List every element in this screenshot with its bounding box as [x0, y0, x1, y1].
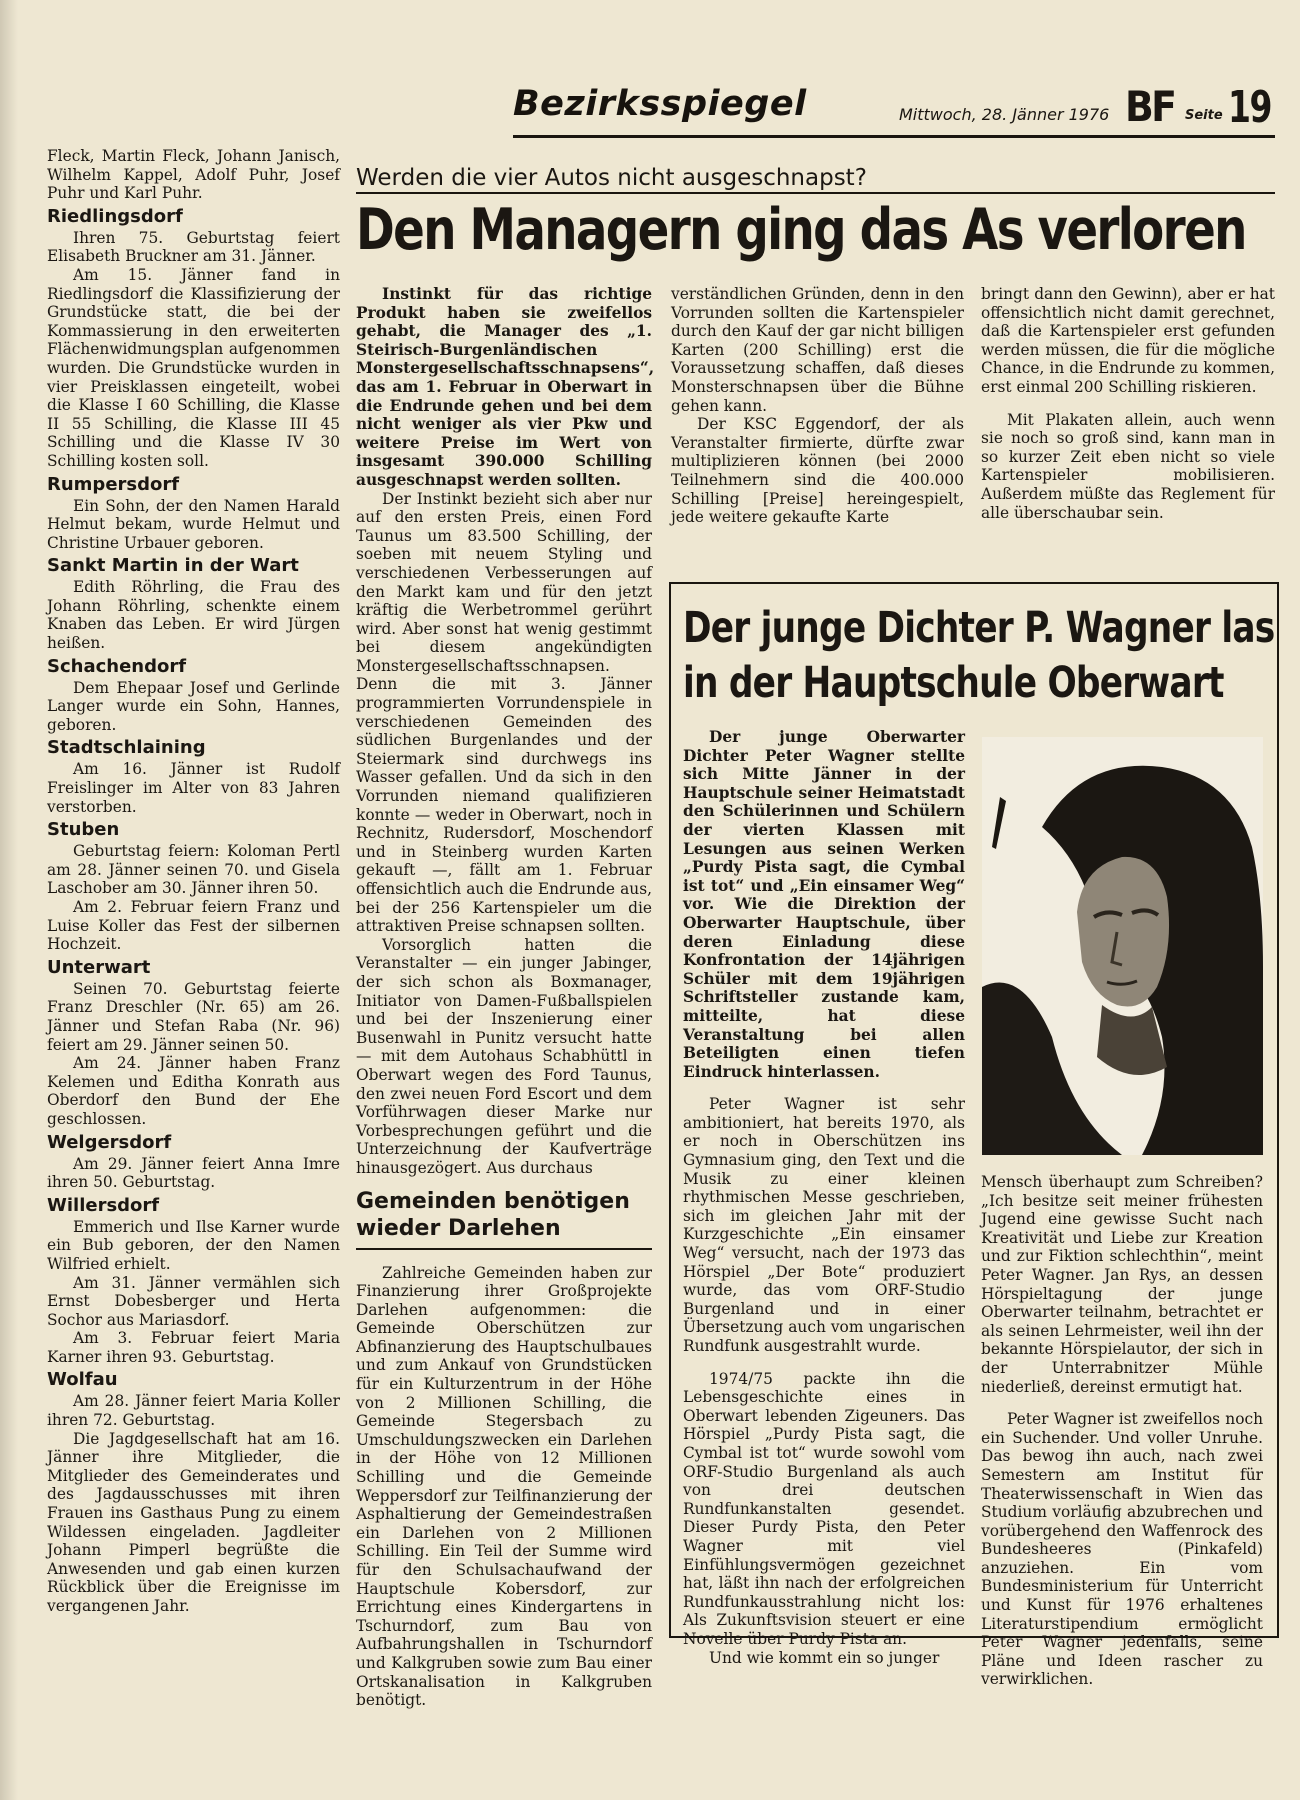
heading-welgersdorf: Welgersdorf [47, 1131, 172, 1153]
paragraph: Am 16. Jänner ist Rudolf Freislinger im Alter von 83 Jahren verstorben. [47, 760, 340, 816]
section-title: Bezirksspiegel [513, 84, 807, 124]
paragraph: Der Instinkt bezieht sich aber nur auf den ersten Preis, einen Ford Taunus um 83.500 Schilling, der soeben mit neuem Styling und verschiedenen Verbesserungen auf den Markt kam und für den jetzt kräftig die Werbetrommel gerührt wird. Aber sonst hat wenig gestimmt bei diesem angekündigten Monstergesellschaftsschnapsen. Denn die mit 3. Jänner programmierten Vorrundenspiele in verschiedenen Gemeinden des südlichen Burgenlandes und der Steiermark sind durchwegs ins Wasser gefallen. Und da sich in den Vorrunden niemand qualifizieren konnte — weder in Oberwart, noch in Rechnitz, Rudersdorf, Moschendorf und in Steinberg wurden Karten gekauft —, fällt am 1. Februar offensichtlich auch die Endrunde aus, bei der 256 Kartenspieler um die attraktiven Preise schnapsen sollten. [356, 489, 652, 936]
poet-headline-line-2: in der Hauptschule Oberwart [683, 658, 1224, 708]
main-article-headline: Den Managern ging das As verloren [356, 197, 1246, 263]
main-article-column-1 [356, 285, 655, 1710]
paragraph: Die Jagdgesellschaft hat am 16. Jänner ihre Mitglieder, die Mitglieder des Gemeinderates und des Jagdausschusses mit ihren Frauen ins Gasthaus Pung zu einem Wildessen eingeladen. Jagdleiter Johann Pimperl begrüßte die Anwesenden und gab einen kurzen Rückblick über die Ereignisse im vergangenen Jahr. [47, 1429, 340, 1615]
poet-article-column-2 [981, 1173, 1263, 1689]
local-news-column [47, 147, 340, 1616]
heading-willersdorf: Willersdorf [47, 1194, 160, 1216]
paragraph: Am 15. Jänner fand in Riedlingsdorf die Klassifizierung der Grundstücke statt, die bei der Kommassierung in den erweiterten Flächenwidmungsplan aufgenommen wurden. Die Grundstücke wurden in vier Preisklassen eingeteilt, wobei die Klasse I 60 Schilling, die Klasse II 55 Schilling, die Klasse III 45 Schilling und die Klasse IV 30 Schilling kosten soll. [47, 265, 340, 470]
page-label: Seite [1185, 108, 1223, 123]
newspaper-logo: BF [1125, 82, 1175, 131]
paragraph: Am 28. Jänner feiert Maria Koller ihren 72. Geburtstag. [47, 1392, 340, 1430]
paragraph: Emmerich und Ilse Karner wurde ein Bub geboren, der den Namen Wilfried erhielt. [47, 1217, 340, 1273]
poet-portrait-photo [982, 737, 1263, 1155]
heading-sankt-martin: Sankt Martin in der Wart [47, 555, 299, 577]
heading-stuben: Stuben [47, 819, 120, 841]
loan-article-paragraph: Zahlreiche Gemeinden haben zur Finanzierung ihrer Großprojekte Darlehen aufgenommen: die Gemeinde Oberschützen zur Abfinanzierung des Hauptschulbaues und zum Ankauf von Grundstücken für ein Kulturzentrum in der Höhe von 2 Millionen Schilling, die Gemeinde Stegersbach zu Umschuldungszwecken ein Darlehen in der Höhe von 12 Millionen Schilling und die Gemeinde Weppersdorf zur Teilfinanzierung der Asphaltierung der Gemeindestraßen ein Darlehen von 2 Millionen Schilling. Ein Teil der Summe wird für den Schulsachaufwand der Hauptschule Kobersdorf, zur Errichtung eines Kindergartens in Tschurndorf, zum Bau von Aufbahrungshallen in Tschurndorf und Kalkgruben sowie zum Bau einer Ortskanalisation in Kalkgruben benötigt. [356, 1263, 652, 1710]
paragraph: Vorsorglich hatten die Veranstalter — ein junger Jabinger, der sich schon als Boxmanager, Initiator von Damen-Fußballspielen und bei der Inszenierung einer Busenwahl in Punitz versucht hatte — mit dem Autohaus Schabhüttl in Oberwart wegen des Ford Taunus, den zwei neuen Ford Escort und dem Vorführwagen dieser Marke nur Vorbesprechungen geführt und die Unterzeichnung der Kaufverträge hinausgezögert. Aus durchaus [356, 935, 652, 1177]
local-news-intro: Fleck, Martin Fleck, Johann Janisch, Wilhelm Kappel, Adolf Puhr, Josef Puhr und Karl Puhr. [47, 147, 340, 203]
paragraph: Seinen 70. Geburtstag feierte Franz Dreschler (Nr. 65) am 26. Jänner und Stefan Raba (Nr. 96) feiert am 29. Jänner seinen 50. [47, 979, 340, 1054]
poet-article-headline [683, 601, 1274, 711]
heading-unterwart: Unterwart [47, 956, 151, 978]
paragraph: Der KSC Eggendorf, der als Veranstalter firmierte, dürfte zwar multiplizieren können (bei 2000 Teilnehmern sind die 400.000 Schilling [Preise] hereingespielt, jede weitere gekaufte Karte [671, 415, 964, 527]
heading-rumpersdorf: Rumpersdorf [47, 473, 180, 495]
paragraph: Peter Wagner ist sehr ambitioniert, hat bereits 1970, als er noch in Oberschützen ins Gymnasium ging, den Text und die Musik zu einer kleinen rhythmischen Messe geschrieben, sich im gleichen Jahr mit der Kurzgeschichte „Ein einsamer Weg“ versucht, nach der 1973 das Hörspiel „Der Bote“ produziert wurde, das vom ORF-Studio Burgenland und in einer Übersetzung auch vom ungarischen Rundfunk ausgestrahlt wurde. [683, 1095, 965, 1355]
heading-schachendorf: Schachendorf [47, 655, 187, 677]
main-article-kicker: Werden die vier Autos nicht ausgeschnapst? [356, 165, 867, 191]
page-edge [0, 0, 18, 1800]
paragraph: Am 2. Februar feiern Franz und Luise Koller das Fest der silbernen Hochzeit. [47, 898, 340, 954]
paragraph: Am 31. Jänner vermählen sich Ernst Dobesberger und Herta Sochor aus Mariasdorf. [47, 1273, 340, 1329]
paragraph: Ihren 75. Geburtstag feiert Elisabeth Bruckner am 31. Jänner. [47, 228, 340, 266]
paragraph: Edith Röhrling, die Frau des Johann Röhrling, schenkte einem Knaben das Leben. Er wird Jürgen heißen. [47, 578, 340, 653]
paragraph: 1974/75 packte ihn die Lebensgeschichte eines in Oberwart lebenden Zigeuners. Das Hörspiel „Purdy Pista sagt, die Cymbal ist tot“ wurde sowohl vom ORF-Studio Burgenland als auch von drei deutschen Rundfunkanstalten gesendet. Dieser Purdy Pista, den Peter Wagner mit viel Einfühlungsvermögen gezeichnet hat, läßt ihn nach der erfolgreichen Rundfunkausstrahlung nicht los: Als Zukunftsvision steuert er eine Novelle über Purdy Pista an. [683, 1369, 965, 1648]
poet-headline-line-1: Der junge Dichter P. Wagner las [683, 603, 1275, 653]
paragraph: Ein Sohn, der den Namen Harald Helmut bekam, wurde Helmut und Christine Urbauer geboren. [47, 496, 340, 552]
heading-wolfau: Wolfau [47, 1369, 118, 1391]
paragraph: Peter Wagner ist zweifellos noch ein Suchender. Und voller Unruhe. Das bewog ihn auch, nach zwei Semestern am Institut für Theaterwissenschaft in Wien das Studium vorläufig abzubrechen und vorübergehend den Waffenrock des Bundesheeres (Pinkafeld) anzuziehen. Ein vom Bundesministerium für Unterricht und Kunst für 1976 erhaltenes Literaturstipendium ermöglicht Peter Wagner jedenfalls, seine Pläne und Ideen rascher zu verwirklichen. [981, 1410, 1263, 1689]
main-article-column-2 [671, 285, 964, 527]
main-article-column-3 [981, 285, 1275, 522]
loan-article-headline: Gemeinden benötigen wieder Darlehen [356, 1188, 652, 1250]
paragraph: Am 24. Jänner haben Franz Kelemen und Editha Konrath aus Oberdorf den Bund der Ehe geschlossen. [47, 1054, 340, 1128]
poet-article-lead: Der junge Oberwarter Dichter Peter Wagner stellte sich Mitte Jänner in der Hauptschule seiner Heimatstadt den Schülerinnen und Schülern der vierten Klassen mit Lesungen aus seinen Werken „Purdy Pista sagt, die Cymbal ist tot“ und „Ein einsamer Weg“ vor. Wie die Direktion der Oberwarter Hauptschule, über deren Einladung diese Konfrontation der 14jährigen Schüler mit dem 19jährigen Schriftsteller zustande kam, mitteilte, hat diese Veranstaltung bei allen Beteiligten einen tiefen Eindruck hinterlassen. [683, 728, 965, 1081]
paragraph: Dem Ehepaar Josef und Gerlinde Langer wurde ein Sohn, Hannes, geboren. [47, 678, 340, 734]
poet-article-column-1 [683, 728, 965, 1667]
paragraph: Am 3. Februar feiert Maria Karner ihren 93. Geburtstag. [47, 1329, 340, 1366]
issue-date: Mittwoch, 28. Jänner 1976 [899, 105, 1110, 124]
paragraph: Mit Plakaten allein, auch wenn sie noch so groß sind, kann man in so kurzer Zeit eben nicht so viele Kartenspieler mobilisieren. Außerdem müßte das Reglement für alle überschaubar sein. [981, 410, 1275, 522]
page-number: 19 [1228, 82, 1271, 133]
paragraph: Mensch überhaupt zum Schreiben? „Ich besitze seit meiner frühesten Jugend eine gewisse Sucht nach Kreativität und Liebe zur Kreation und zur Fiktion schlechthin“, meint Peter Wagner. Jan Rys, an dessen Hörspieltagung der junge Oberwarter teilnahm, betrachtet er als seinen Lehrmeister, weil ihn der bekannte Hörspielautor, der sich in der Unterrabnitzer Mühle niederließ, dereinst ermutigt hat. [981, 1173, 1263, 1396]
paragraph: Geburtstag feiern: Koloman Pertl am 28. Jänner seinen 70. und Gisela Laschober am 30. Jänner ihren 50. [47, 842, 340, 898]
paragraph: Und wie kommt ein so junger [709, 1648, 940, 1667]
portrait-image [982, 737, 1263, 1155]
main-article-lead: Instinkt für das richtige Produkt haben sie zweifellos gehabt, die Manager des „1. Steirisch-Burgenländischen Monstergesellschaftsschnapsens“, das am 1. Februar in Oberwart in die Endrunde gehen und bei dem nicht weniger als vier Pkw und weitere Preise im Wert von insgesamt 390.000 Schilling ausgeschnapst werden sollten. [356, 285, 655, 489]
paragraph: bringt dann den Gewinn), aber er hat offensichtlich nicht damit gerechnet, daß die Kartenspieler erst gefunden werden müssen, die für die mögliche Chance, in die Endrunde zu kommen, erst einmal 200 Schilling riskieren. [981, 285, 1275, 396]
heading-riedlingsdorf: Riedlingsdorf [47, 205, 183, 227]
paragraph: Am 29. Jänner feiert Anna Imre ihren 50. Geburtstag. [47, 1154, 340, 1192]
heading-stadtschlaining: Stadtschlaining [47, 737, 206, 759]
masthead-rule [513, 135, 1275, 138]
paragraph: verständlichen Gründen, denn in den Vorrunden sollten die Kartenspieler durch den Kauf der gar nicht billigen Karten (200 Schilling) erst die Voraussetzung schaffen, daß dieses Monsterschnapsen über die Bühne gehen kann. [671, 285, 964, 415]
